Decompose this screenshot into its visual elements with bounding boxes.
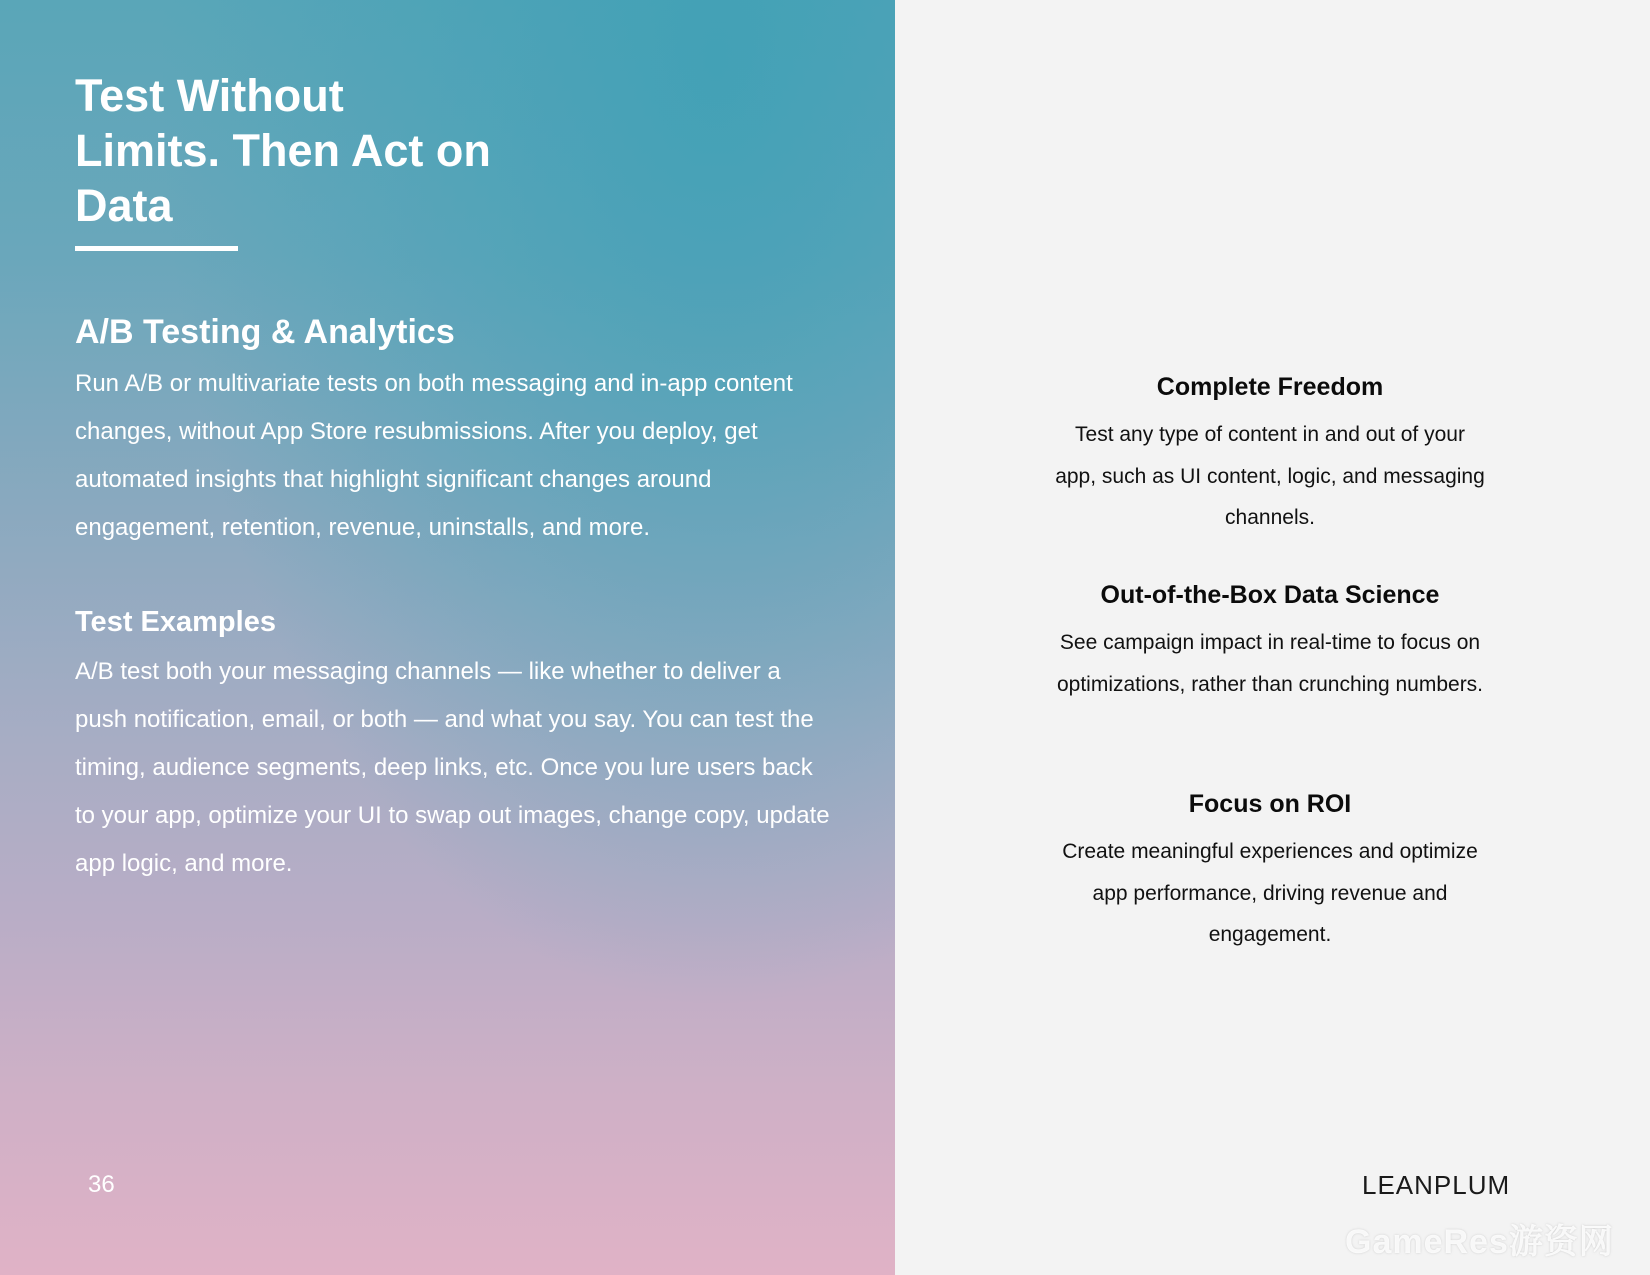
section-body-ab-testing: Run A/B or multivariate tests on both messaging and in-app content changes, without App Store resubmissions. After you deploy, get automated insights that highlight significant changes around engagement, retention, revenue, uninstalls, and more. bbox=[75, 370, 793, 541]
feature-complete-freedom bbox=[1055, 370, 1485, 539]
right-page bbox=[895, 0, 1650, 1275]
feature-focus-on-roi bbox=[1055, 787, 1485, 956]
feature-title: Focus on ROI bbox=[1188, 790, 1352, 818]
section-body-test-examples: A/B test both your messaging channels — like whether to deliver a push notification, email, or both — and what you say. You can test the timing, audience segments, deep links, etc. Once you lure users back to your app, optimize your UI to swap out images, change copy, update app logic, and more. bbox=[75, 658, 830, 877]
gameres-watermark: GameRes游资网 bbox=[1345, 1223, 1614, 1261]
feature-text: Create meaningful experiences and optimize app performance, driving revenue and engagement. bbox=[1062, 840, 1478, 946]
feature-text: Test any type of content in and out of your app, such as UI content, logic, and messaging channels. bbox=[1055, 423, 1485, 529]
feature-title: Complete Freedom bbox=[1156, 373, 1384, 401]
feature-title: Out-of-the-Box Data Science bbox=[1100, 581, 1440, 609]
page-title: Test Without Limits. Then Act on Data bbox=[75, 70, 491, 231]
feature-data-science bbox=[1055, 578, 1485, 705]
page-number: 36 bbox=[88, 1171, 115, 1198]
title-underline bbox=[75, 246, 238, 251]
section-heading-test-examples: Test Examples bbox=[75, 606, 276, 638]
feature-text: See campaign impact in real-time to focus on optimizations, rather than crunching numbers. bbox=[1056, 631, 1484, 696]
section-heading-ab-testing: A/B Testing & Analytics bbox=[75, 313, 455, 351]
leanplum-logo: LEANPLUM bbox=[1362, 1170, 1511, 1200]
